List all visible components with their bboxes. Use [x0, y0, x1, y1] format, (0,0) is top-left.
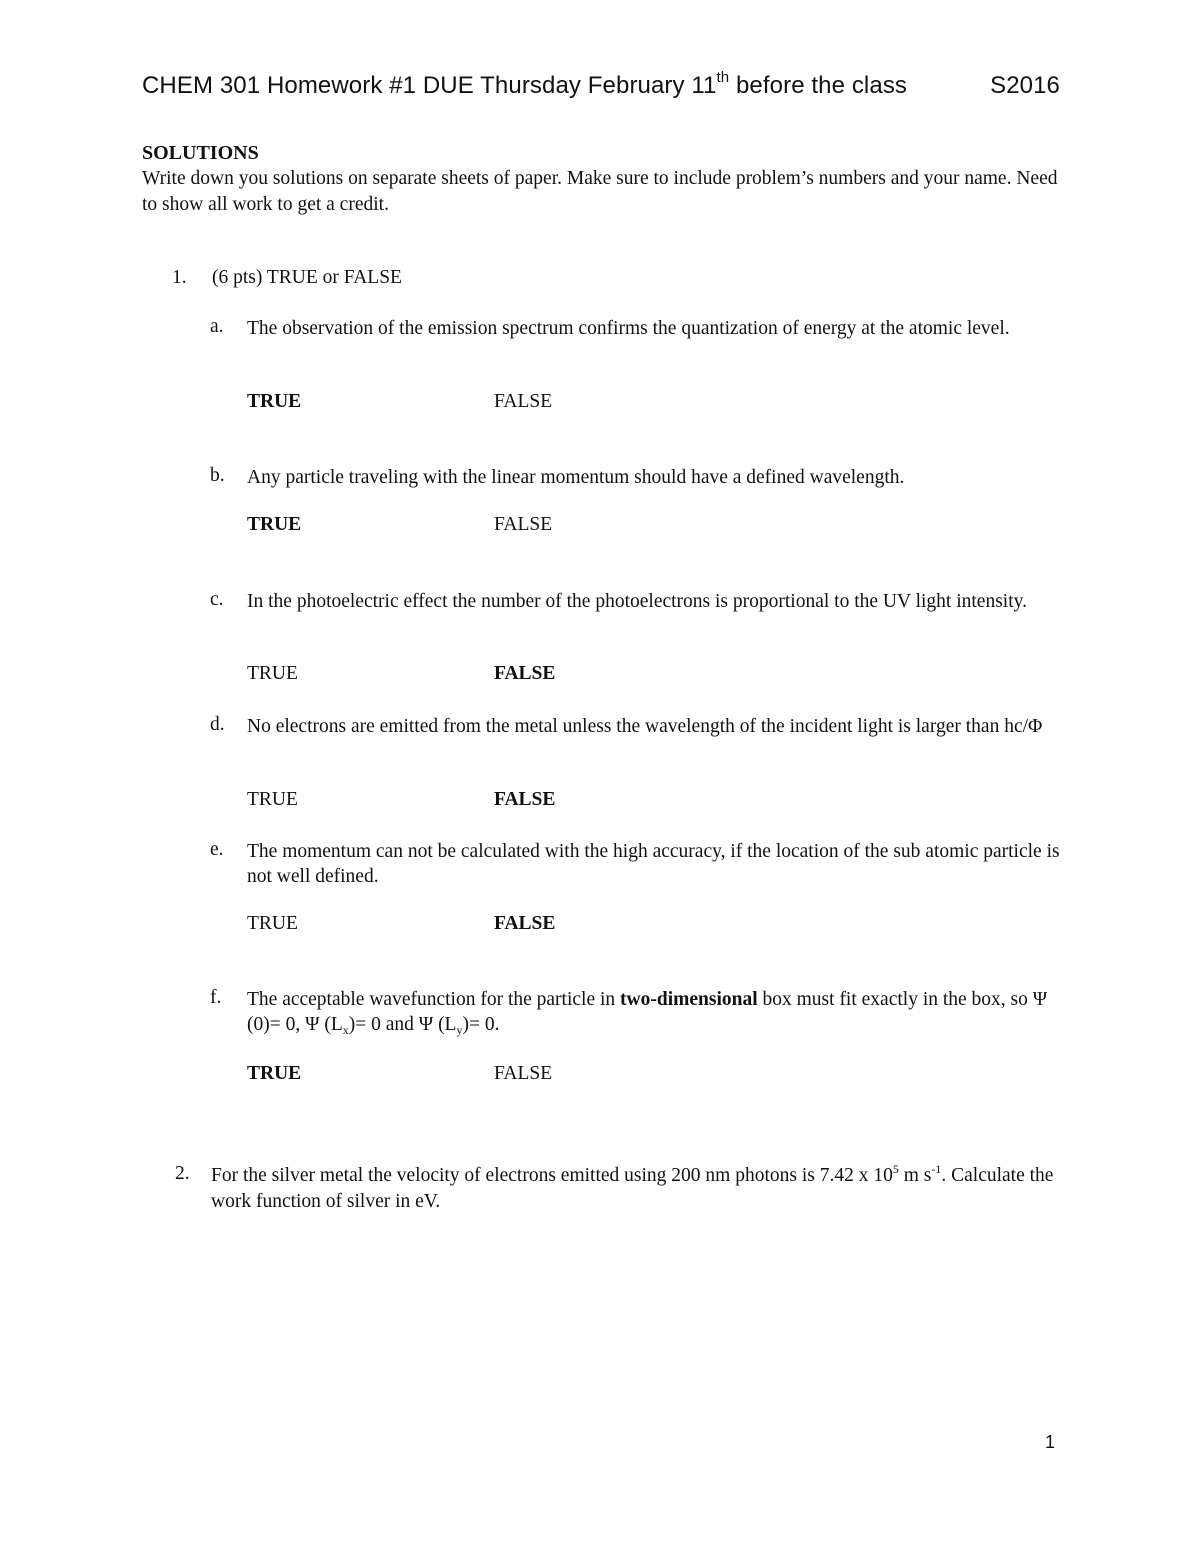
question-2-number: 2.: [175, 1163, 190, 1184]
item-e-text: The momentum can not be calculated with the high accuracy, if the location of the sub atomic particle is not well defined.: [247, 841, 1060, 887]
item-a-true-option: TRUE: [247, 391, 302, 412]
item-b-letter: b.: [210, 465, 225, 486]
item-c-letter: c.: [210, 589, 224, 610]
item-c-false-option: FALSE: [494, 663, 556, 684]
item-e-true-option: TRUE: [247, 913, 298, 934]
item-f-true-option: TRUE: [247, 1063, 302, 1084]
item-d-text: No electrons are emitted from the metal unless the wavelength of the incident light is larger than hc/Φ: [247, 716, 1043, 737]
item-a-text: The observation of the emission spectrum confirms the quantization of energy at the atomic level.: [247, 318, 1010, 339]
item-d-false-option: FALSE: [494, 789, 556, 810]
instructions-paragraph: Write down you solutions on separate sheets of paper. Make sure to include problem’s numbers and your name. Need to show all work to get a credit.: [142, 168, 1058, 215]
item-f-text: The acceptable wavefunction for the particle in two-dimensional box must fit exactly in the box, so Ψ (0)= 0, Ψ $(L_x)= 0$ and Ψ $(L_y)= 0$.: [247, 989, 1048, 1037]
item-c-true-option: TRUE: [247, 663, 298, 684]
item-b-text: Any particle traveling with the linear momentum should have a defined wavelength.: [247, 467, 905, 488]
question-1-number: 1.: [172, 267, 187, 288]
item-a-letter: a.: [210, 316, 224, 337]
item-e-letter: e.: [210, 839, 224, 860]
item-f-letter: f.: [210, 987, 222, 1008]
item-d-letter: d.: [210, 714, 225, 735]
question-2-text: For the silver metal the velocity of electrons emitted using 200 nm photons is 7.42 x $10^5$ m $s^{-1}$. Calculate the work function of silver in eV.: [211, 1162, 1054, 1212]
item-f-false-option: FALSE: [494, 1063, 553, 1084]
solutions-heading: SOLUTIONS: [142, 142, 259, 164]
header-term: S2016: [990, 72, 1060, 99]
question-1-title: (6 pts) TRUE or FALSE: [212, 267, 402, 288]
item-c-text: In the photoelectric effect the number of the photoelectrons is proportional to the UV light intensity.: [247, 591, 1027, 612]
page-number: 1: [1045, 1432, 1056, 1452]
item-d-true-option: TRUE: [247, 789, 298, 810]
item-a-false-option: FALSE: [494, 391, 553, 412]
item-e-false-option: FALSE: [494, 913, 556, 934]
page-header: [142, 69, 1062, 100]
item-b-true-option: TRUE: [247, 514, 302, 535]
header-title: CHEM 301 Homework #1 DUE Thursday February 11th before the class: [142, 69, 908, 99]
item-b-false-option: FALSE: [494, 514, 553, 535]
